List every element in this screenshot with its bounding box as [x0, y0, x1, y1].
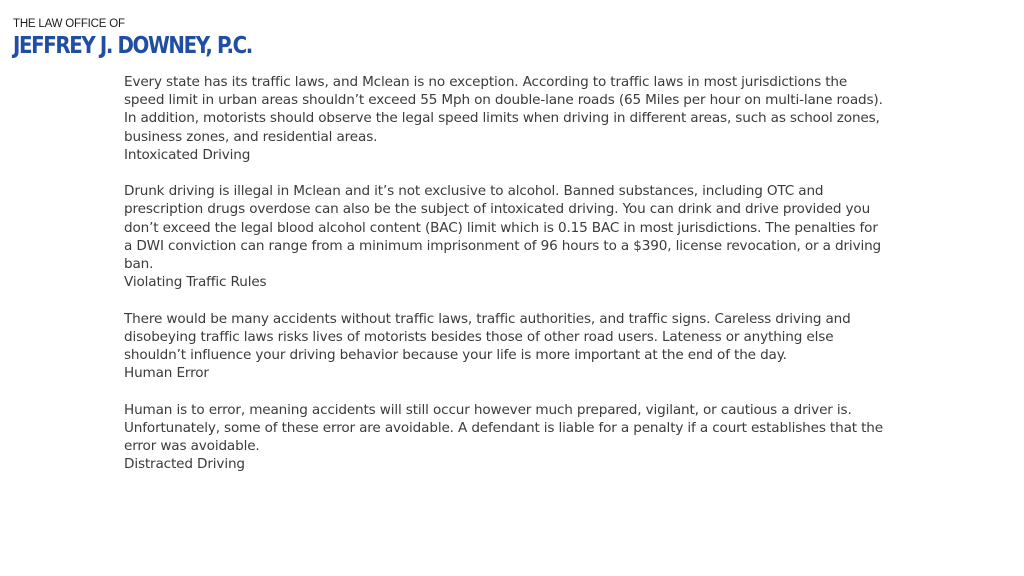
paragraph-traffic-rules: There would be many accidents without traffic laws, traffic authorities, and traffic signs. Careless driving and disobeying traffic laws risks lives of motorists besides those of other road users. Lateness or anything else shouldn’t influence your driving behavior because your life is more important at the end of the day.	[124, 310, 851, 364]
logo-firm-name: JEFFREY J. DOWNEY, P.C.	[13, 33, 252, 59]
firm-logo	[13, 18, 273, 60]
paragraph-human-error: Human is to error, meaning accidents will still occur however much prepared, vigilant, or cautious a driver is. Unfortunately, some of these error are avoidable. A defendant is liable for a penalty if a court establishes that the error was avoidable.	[124, 401, 883, 455]
heading-intoxicated-driving: Intoxicated Driving	[124, 146, 251, 163]
article-body	[124, 73, 884, 473]
heading-distracted-driving: Distracted Driving	[124, 456, 245, 473]
paragraph-speed-limits: Every state has its traffic laws, and Mclean is no exception. According to traffic laws in most jurisdictions the speed limit in urban areas shouldn’t exceed 55 Mph on double-lane roads (65 Miles per hour on multi-lane roads). In addition, motorists should observe the legal speed limits when driving in different areas, such as school zones, business zones, and residential areas.	[124, 74, 883, 145]
heading-human-error: Human Error	[124, 365, 209, 382]
heading-violating-traffic-rules: Violating Traffic Rules	[124, 274, 267, 291]
paragraph-intoxicated-driving: Drunk driving is illegal in Mclean and it’s not exclusive to alcohol. Banned substances, including OTC and prescription drugs overdose can also be the subject of intoxicated driving. You can drink and drive provided you don’t exceed the legal blood alcohol content (BAC) limit which is 0.15 BAC in most jurisdictions. The penalties for a DWI conviction can range from a minimum imprisonment of 96 hours to a $390, license revocation, or a driving ban.	[124, 183, 882, 273]
logo-tagline: THE LAW OFFICE OF	[13, 18, 125, 30]
